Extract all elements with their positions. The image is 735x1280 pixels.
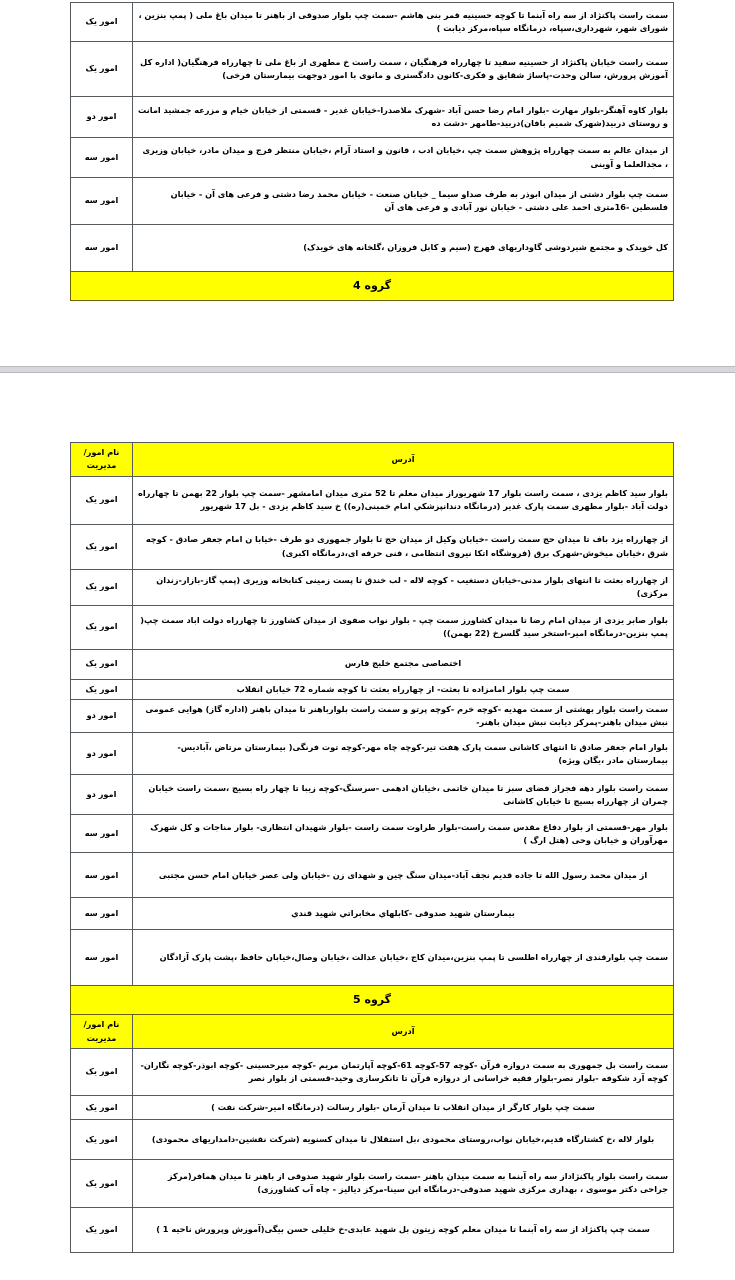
table-row	[71, 476, 674, 524]
table-row	[71, 605, 674, 649]
address-cell: سمت چپ پاکنژاد از سه راه آبنما تا میدان معلم کوچه زیتون بل شهید عابدی-خ خلیلی حسن بیگی(آموزش وپرورش ناحیه 1 )	[133, 1207, 674, 1252]
unit-name-cell: امور یک	[71, 42, 133, 97]
column-header-address: آدرس	[133, 1015, 674, 1049]
address-cell: از میدان عالم به سمت چهارراه پژوهش سمت چپ ،خیابان ادب ، قانون و استاد آرام ،خیابان منتظر فرج و میدان مادر، خیابان وزیری ، مجدالعلما و آوینی	[133, 138, 674, 178]
page-break-separator	[0, 366, 735, 373]
table-row	[71, 733, 674, 775]
table-row	[71, 1119, 674, 1159]
unit-name-cell: امور دو	[71, 699, 133, 733]
table-row	[71, 853, 674, 898]
unit-name-cell: امور یک	[71, 524, 133, 569]
table-row	[71, 775, 674, 815]
unit-name-cell: امور یک	[71, 679, 133, 699]
address-cell: از چهارراه بعثت تا انتهای بلوار مدنی-خیابان دستغیب - کوچه لاله - لب خندق تا پست زمینی کتابخانه وزیری (پمپ گاز-بازار-زندان مرکزی)	[133, 569, 674, 605]
table-row	[71, 1207, 674, 1252]
column-header-address: آدرس	[133, 443, 674, 477]
unit-name-cell: امور سه	[71, 138, 133, 178]
unit-name-cell: امور سه	[71, 853, 133, 898]
table-row	[71, 3, 674, 42]
unit-name-cell: امور دو	[71, 733, 133, 775]
column-header-unit-name: نام امور/مدیریت	[71, 443, 133, 477]
group-banner-row	[71, 986, 674, 1015]
address-cell: سمت راست پاکنژاد از سه راه آبنما تا کوچه حسینیه قمر بنی هاشم -سمت چپ بلوار صدوقی از باهنر تا میدان باغ ملی ( پمپ بنزین ، شورای شهر، شهرداری،سپاه، درمانگاه سپاه،مرکز دیابت )	[133, 3, 674, 42]
address-table-page-one	[70, 2, 674, 301]
document-page-two	[0, 373, 735, 1280]
table-row	[71, 569, 674, 605]
address-cell: سمت راست بلوار بهشتی از سمت مهدیه -کوچه خرم -کوچه پرتو و سمت راست بلوارباهنر تا میدان باهنر (اداره گاز) هوایی عمومی نبش میدان باهنر-پمرکز دیابت نبش میدان باهنر-	[133, 699, 674, 733]
unit-name-cell: امور دو	[71, 775, 133, 815]
table-row	[71, 138, 674, 178]
unit-name-cell: امور یک	[71, 649, 133, 679]
address-cell: بلوار صابر یزدی از میدان امام رضا تا میدان کشاورز سمت چپ - بلوار نواب صفوی از میدان کشاورز تا چهارراه دولت اباد سمت چپ( پمپ بنزین-درمانگاه امیر-استخر سید گلسرخ (22 بهمن))	[133, 605, 674, 649]
unit-name-cell: امور یک	[71, 3, 133, 42]
address-table-page-two	[70, 442, 674, 1253]
address-cell: سمت چپ بلوارقندی از چهارراه اطلسی تا پمپ بنزین،میدان کاج ،خیابان عدالت ،خیابان وصال،خیابان حافظ ،پشت پارک آزادگان	[133, 930, 674, 986]
table-row	[71, 1159, 674, 1207]
group-banner-row	[71, 272, 674, 301]
table-row	[71, 699, 674, 733]
address-cell: از میدان محمد رسول الله تا جاده قدیم نجف آباد-میدان سنگ چین و شهدای زن -خیابان ولی عصر خیابان امام حسن مجتبی	[133, 853, 674, 898]
table-row	[71, 898, 674, 930]
table-header-row	[71, 1015, 674, 1049]
address-cell: سمت راست بل جمهوری به سمت دروازه قرآن -کوچه 57-کوچه 61-کوچه آپارتمان مریم -کوچه میرحسینی -کوچه ابوذر-کوچه نگاران-کوچه آرد شکوفه -بلوار نصر-بلوار فقیه خراسانی از دروازه قرآن تا تانکرسازی وحید-قسمتی از بلوار نصر	[133, 1048, 674, 1095]
address-cell: بلوار سید کاظم یزدی ، سمت راست بلوار 17 شهریوراز میدان معلم تا 52 متری میدان امامشهر -سمت چپ بلوار 22 بهمن تا چهارراه دولت آباد -بلوار مطهری سمت پارک غدیر (درمانگاه دندانپزشکي امام خمینی(ره)) خ سید کاظم یزدی - بل 17 شهریور	[133, 476, 674, 524]
address-cell: از چهارراه یزد باف تا میدان حج سمت راست -خیابان وکیل از میدان حج تا بلوار جمهوری دو طرف -خیابا ن امام جعفر صادق - کوچه شرق ،خیابان میخوش-شهرک برق (فروشگاه اتکا نیروی انتظامی ، فنی حرفه ای،درمانگاه اکبری)	[133, 524, 674, 569]
table-row	[71, 815, 674, 853]
address-cell: سمت راست بلوار دهه فجراز فضای سبز تا میدان خاتمی ،خیابان ادهمی -سرسنگ-کوچه زیبا تا چهار راه بسیج ،سمت راست خیابان چمران از چهارراه بسیج تا خیابان کاشانی	[133, 775, 674, 815]
group-banner-label: گروه 5	[71, 986, 674, 1015]
table-row	[71, 178, 674, 225]
address-cell: سمت راست بلوار پاکنژاداز سه راه آبنما به سمت میدان باهنر -سمت راست بلوار شهید صدوقی از باهنر تا میدان همافر(مرکز جراحی دکتر موسوی ، بهداری مرکزی شهید صدوقی-درمانگاه ابن سینا-مرکز دیالیز - چاه آب کشاورزی)	[133, 1159, 674, 1207]
unit-name-cell: امور یک	[71, 1048, 133, 1095]
address-cell: بلوار لاله ،خ کشتارگاه قدیم،خیابان نواب،روستای محمودی ،بل استقلال تا میدان کسنویه (شرکت نقشین-دامداریهای محمودی)	[133, 1119, 674, 1159]
unit-name-cell: امور دو	[71, 97, 133, 138]
table-body-page-one	[71, 3, 674, 301]
unit-name-cell: امور یک	[71, 569, 133, 605]
address-cell: بلوار امام جعفر صادق تا انتهای کاشانی سمت پارک هفت تیر-کوچه چاه مهر-کوچه توت فرنگی( بیمارستان مرتاض ،آبادیس-بیمارستان مادر ،یگان ویژه)	[133, 733, 674, 775]
unit-name-cell: امور یک	[71, 1119, 133, 1159]
table-row	[71, 97, 674, 138]
address-cell: سمت راست خیابان پاکنژاد از حسینیه سفید تا چهارراه فرهنگیان ، سمت راست خ مطهری از باغ ملی تا چهارراه فرهنگیان( اداره کل آموزش پرورش، سالن وحدت-پاساژ شقایق و فکری-کانون دادگستری و مانوی با امور دوجهت بیمارستان فرخی)	[133, 42, 674, 97]
address-cell: بلوار مهر-قسمتی از بلوار دفاع مقدس سمت راست-بلوار طراوت سمت راست -بلوار شهیدان انتظاری- بلوار مناجات و کل شهرک مهرآوران و خیابان وحی (هتل ارگ )	[133, 815, 674, 853]
address-cell: سمت چپ بلوار امامزاده تا بعثت- از چهارراه بعثت تا کوچه شماره 72 خیابان انقلاب	[133, 679, 674, 699]
table-row	[71, 649, 674, 679]
table-body-page-two	[71, 443, 674, 1253]
unit-name-cell: امور سه	[71, 815, 133, 853]
column-header-unit-name: نام امور/مدیریت	[71, 1015, 133, 1049]
unit-name-cell: امور یک	[71, 605, 133, 649]
address-cell: بیمارستان شهید صدوقی -کابلهاي مخابراتي شهید قندي	[133, 898, 674, 930]
table-row	[71, 679, 674, 699]
table-row	[71, 1048, 674, 1095]
address-cell: کل خویدک و مجتمع شیردوشی گاوداریهای فهرج (سیم و کابل فروزان ،گلخانه های خویدک)	[133, 225, 674, 272]
address-cell: سمت چپ بلوار کارگر از میدان انقلاب تا میدان آرمان -بلوار رسالت (درمانگاه امیر-شرکت نفت )	[133, 1095, 674, 1119]
document-page-one	[0, 0, 735, 366]
unit-name-cell: امور سه	[71, 178, 133, 225]
group-banner-label: گروه 4	[71, 272, 674, 301]
unit-name-cell: امور یک	[71, 476, 133, 524]
address-cell: سمت چپ بلوار دشتی از میدان ابوذر به طرف صداو سیما _ خیابان صنعت - خیابان محمد رضا دشتی و فرعی های آن - خیابان فلسطین -16متری احمد علی دشتی - خیابان نور آبادی و فرعی های آن	[133, 178, 674, 225]
unit-name-cell: امور سه	[71, 930, 133, 986]
unit-name-cell: امور یک	[71, 1095, 133, 1119]
table-header-row	[71, 443, 674, 477]
unit-name-cell: امور سه	[71, 898, 133, 930]
table-row	[71, 225, 674, 272]
table-row	[71, 42, 674, 97]
unit-name-cell: امور سه	[71, 225, 133, 272]
table-row	[71, 930, 674, 986]
unit-name-cell: امور یک	[71, 1159, 133, 1207]
unit-name-cell: امور یک	[71, 1207, 133, 1252]
table-row	[71, 524, 674, 569]
address-cell: اختصاصی مجتمع خلیج فارس	[133, 649, 674, 679]
table-row	[71, 1095, 674, 1119]
address-cell: بلوار کاوه آهنگر-بلوار مهارت -بلوار امام رضا حسن آباد -شهرک ملاصدرا-خیابان غدیر - قسمتی از خیابان خیام و مزرعه جمشید امانت و روستای دربید(شهرک شمیم بافان)دربید-طامهر -دشت ده	[133, 97, 674, 138]
